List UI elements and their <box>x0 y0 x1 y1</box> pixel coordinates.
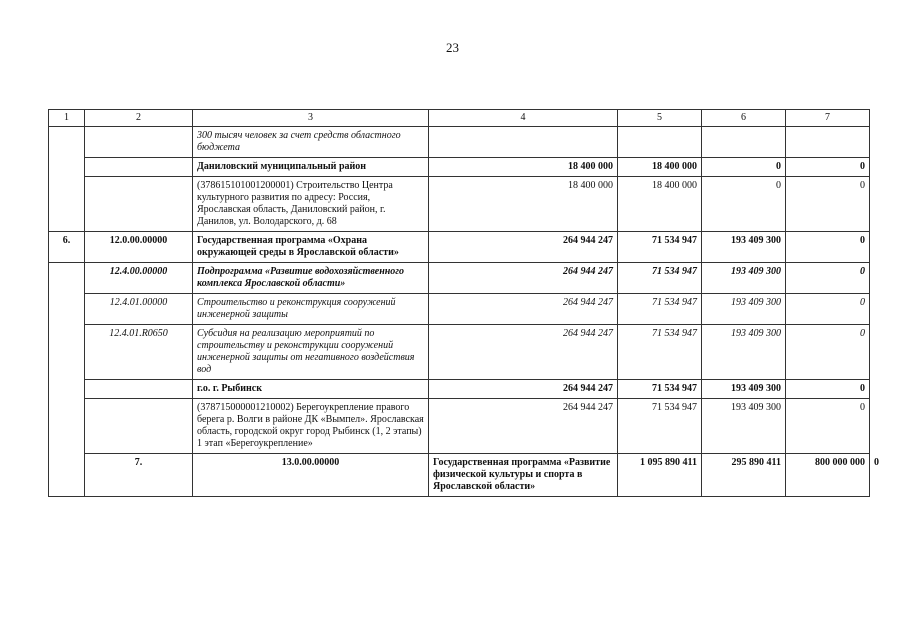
budget-table <box>48 109 879 497</box>
column-header: 2 <box>85 110 193 127</box>
code-cell <box>85 158 193 177</box>
value-cell: 264 944 247 <box>429 232 618 263</box>
description-cell: Государственная программа «Охрана окружающей среды в Ярославской области» <box>193 232 429 263</box>
row-number-cell: 6. <box>49 232 85 263</box>
value-cell: 264 944 247 <box>429 325 618 380</box>
table-row <box>49 177 870 232</box>
code-cell <box>85 380 193 399</box>
value-cell: 264 944 247 <box>429 294 618 325</box>
code-cell: 12.4.01.R0650 <box>85 325 193 380</box>
value-cell: 800 000 000 <box>786 454 870 497</box>
value-cell: 0 <box>786 294 870 325</box>
value-cell: 0 <box>786 380 870 399</box>
value-cell: 193 409 300 <box>702 325 786 380</box>
value-cell: 295 890 411 <box>702 454 786 497</box>
value-cell: 0 <box>786 325 870 380</box>
value-cell <box>618 127 702 158</box>
value-cell <box>786 127 870 158</box>
value-cell: 0 <box>786 263 870 294</box>
row-number-cell <box>49 127 85 232</box>
value-cell: 71 534 947 <box>618 263 702 294</box>
value-cell: 0 <box>702 177 786 232</box>
value-cell: 264 944 247 <box>429 263 618 294</box>
page-number: 23 <box>446 40 459 55</box>
table-row <box>49 127 870 158</box>
row-number-cell: 7. <box>85 454 193 497</box>
description-cell: Подпрограмма «Развитие водохозяйственного комплекса Ярославской области» <box>193 263 429 294</box>
table-header-row <box>49 110 870 127</box>
description-cell: Даниловский муниципальный район <box>193 158 429 177</box>
value-cell: 71 534 947 <box>618 380 702 399</box>
value-cell <box>429 127 618 158</box>
value-cell: 264 944 247 <box>429 380 618 399</box>
table-row <box>49 263 870 294</box>
table-row <box>49 232 870 263</box>
value-cell: 18 400 000 <box>618 177 702 232</box>
value-cell: 0 <box>702 158 786 177</box>
value-cell: 0 <box>786 232 870 263</box>
value-cell: 193 409 300 <box>702 380 786 399</box>
description-cell: (378615101001200001) Строительство Центра культурного развития по адресу: Россия, Ярославская область, Даниловский район, г. Данилов, ул. Володарского, д. 68 <box>193 177 429 232</box>
value-cell: 1 095 890 411 <box>618 454 702 497</box>
value-cell: 0 <box>786 158 870 177</box>
table-row <box>49 399 870 454</box>
value-cell: 71 534 947 <box>618 294 702 325</box>
value-cell: 18 400 000 <box>429 158 618 177</box>
value-cell: 193 409 300 <box>702 232 786 263</box>
value-cell: 193 409 300 <box>702 294 786 325</box>
row-number-cell <box>49 263 85 497</box>
value-cell: 71 534 947 <box>618 232 702 263</box>
column-header: 7 <box>786 110 870 127</box>
value-cell: 0 <box>786 399 870 454</box>
value-cell: 264 944 247 <box>429 399 618 454</box>
description-cell: (378715000001210002) Берегоукрепление правого берега р. Волги в районе ДК «Вымпел». Ярославская область, городской округ город Рыбинск (1, 2 этапы) 1 этап «Берегоукрепление» <box>193 399 429 454</box>
value-cell: 193 409 300 <box>702 399 786 454</box>
value-cell: 71 534 947 <box>618 325 702 380</box>
table-row <box>49 325 870 380</box>
description-cell: Субсидия на реализацию мероприятий по строительству и реконструкции сооружений инженерной защиты от негативного воздействия вод <box>193 325 429 380</box>
value-cell: 0 <box>786 177 870 232</box>
table-row <box>49 380 870 399</box>
description-cell: Строительство и реконструкция сооружений инженерной защиты <box>193 294 429 325</box>
code-cell <box>85 399 193 454</box>
code-cell <box>85 177 193 232</box>
column-header: 3 <box>193 110 429 127</box>
table-row <box>49 294 870 325</box>
column-header: 1 <box>49 110 85 127</box>
column-header: 4 <box>429 110 618 127</box>
table-row <box>49 158 870 177</box>
code-cell: 12.0.00.00000 <box>85 232 193 263</box>
column-header: 6 <box>702 110 786 127</box>
description-cell: г.о. г. Рыбинск <box>193 380 429 399</box>
table-row: 7. 13.0.00.00000 Государственная программа «Развитие физической культуры и спорта в Ярославской области» 1 095 890 411 295 890 411 800 000 000 0 <box>49 454 870 497</box>
value-cell: 71 534 947 <box>618 399 702 454</box>
value-cell: 193 409 300 <box>702 263 786 294</box>
value-cell: 18 400 000 <box>429 177 618 232</box>
code-cell: 13.0.00.00000 <box>193 454 429 497</box>
code-cell <box>85 127 193 158</box>
description-cell: 300 тысяч человек за счет средств областного бюджета <box>193 127 429 158</box>
value-cell: 18 400 000 <box>618 158 702 177</box>
code-cell: 12.4.00.00000 <box>85 263 193 294</box>
column-header: 5 <box>618 110 702 127</box>
code-cell: 12.4.01.00000 <box>85 294 193 325</box>
description-cell: Государственная программа «Развитие физической культуры и спорта в Ярославской области» <box>429 454 618 497</box>
value-cell <box>702 127 786 158</box>
